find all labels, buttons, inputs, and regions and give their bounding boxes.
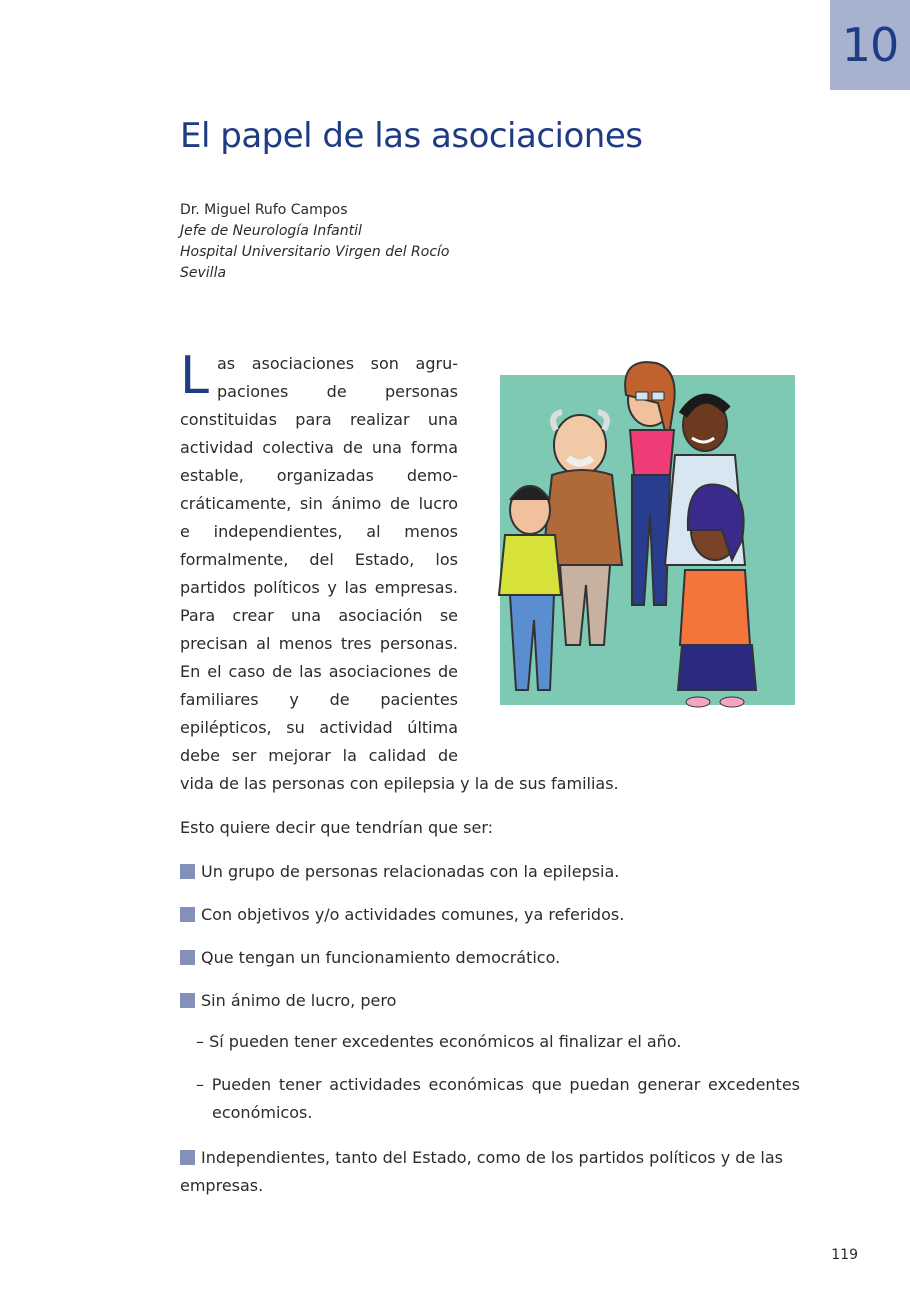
list-item bbox=[180, 858, 800, 886]
group-of-people-illustration bbox=[470, 350, 820, 745]
sub-list-item: – Sí pueden tener excedentes económicos al finalizar el año. bbox=[196, 1032, 682, 1051]
chapter-number-tab bbox=[830, 0, 910, 90]
list-item bbox=[180, 944, 800, 972]
list-item-text: Un grupo de personas relacionadas con la epilepsia. bbox=[201, 862, 620, 881]
woman-orange-shirt-figure bbox=[678, 485, 756, 707]
author-city: Sevilla bbox=[180, 265, 227, 281]
chapter-number: 10 bbox=[841, 18, 899, 72]
list-item bbox=[180, 901, 800, 929]
bullet-square-icon bbox=[180, 950, 195, 965]
author-hospital: Hospital Universitario Virgen del Rocío bbox=[180, 244, 450, 260]
sub-list-item: – Pueden tener actividades económicas que puedan generar excedentes económicos. bbox=[196, 1075, 800, 1122]
intro-text: as asociaciones son agrupaciones de personas constituidas para realizar una actividad colectiva de una forma estable, organizadas democráticamente, sin ánimo de lucro e independientes, al menos formalmente, del Estado, los partidos políticos y las empresas. Para crear una asociación se precisan al menos tres personas. En el caso de las asociaciones de familiares y de pacientes epilépticos, su actividad última debe ser mejorar la calidad de vida de las personas con epilepsia y la de sus familias. bbox=[180, 354, 619, 793]
bullet-square-icon bbox=[180, 864, 195, 879]
requirements-list bbox=[180, 858, 800, 1215]
list-item bbox=[180, 987, 800, 1015]
author-name: Dr. Miguel Rufo Campos bbox=[180, 202, 348, 218]
list-item-text: Con objetivos y/o actividades comunes, ya referidos. bbox=[201, 905, 625, 924]
page-number: 119 bbox=[831, 1247, 858, 1263]
list-lead-text: Esto quiere decir que tendrían que ser: bbox=[180, 818, 494, 837]
intro-paragraph bbox=[180, 346, 820, 798]
list-item bbox=[180, 1144, 800, 1200]
list-item-text: Que tengan un funcionamiento democrático. bbox=[201, 948, 561, 967]
bullet-square-icon bbox=[180, 907, 195, 922]
dropcap-letter: L bbox=[180, 346, 209, 406]
list-item-text: Sin ánimo de lucro, pero bbox=[201, 991, 397, 1010]
list-item-text: Independientes, tanto del Estado, como de los partidos políticos y de las empresas. bbox=[180, 1148, 783, 1195]
bullet-square-icon bbox=[180, 1150, 195, 1165]
author-block bbox=[180, 200, 449, 284]
author-position: Jefe de Neurología Infantil bbox=[180, 223, 362, 239]
page-title: El papel de las asociaciones bbox=[180, 116, 643, 156]
bullet-square-icon bbox=[180, 993, 195, 1008]
